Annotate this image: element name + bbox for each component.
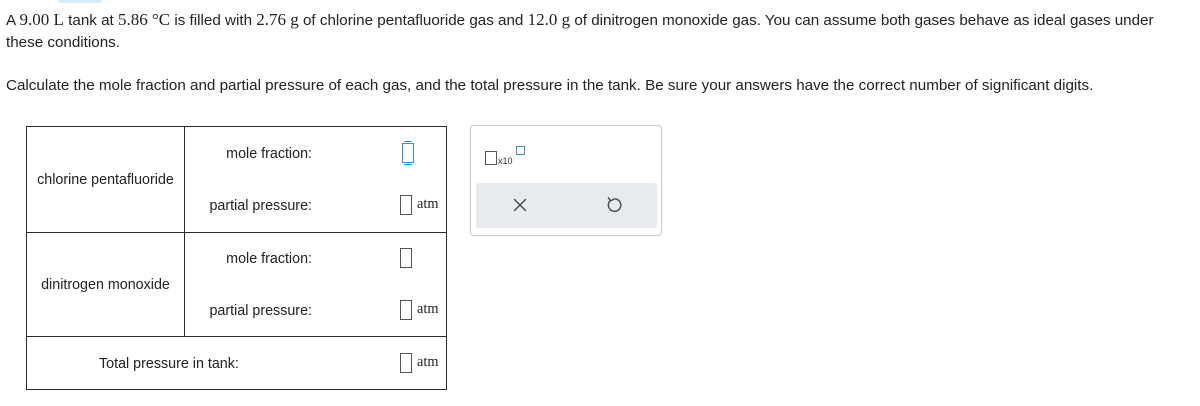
action-bar: [476, 183, 657, 228]
unit-atm: atm: [417, 196, 439, 212]
close-icon[interactable]: [508, 193, 532, 217]
mole-fraction-label: mole fraction:: [226, 146, 312, 162]
problem-text: [6, 9, 1194, 54]
answer-toolbox: [470, 125, 662, 236]
partial-pressure-label: partial pressure:: [209, 198, 312, 214]
scientific-notation-icon[interactable]: [485, 143, 525, 169]
problem-text-part: tank at: [68, 12, 114, 29]
answer-table: [26, 126, 447, 390]
temperature-value: 5.86 °C: [117, 10, 171, 29]
mass-dinitrogen-monoxide: 12.0 g: [527, 10, 571, 29]
partial-pressure-input-dinitrogen-monoxide[interactable]: [400, 300, 412, 320]
mole-fraction-input-chlorine-pentafluoride[interactable]: [402, 143, 414, 163]
problem-text-part: is filled with: [174, 12, 253, 29]
mole-fraction-input-dinitrogen-monoxide[interactable]: [400, 248, 412, 268]
total-pressure-label: Total pressure in tank:: [99, 356, 239, 372]
row-divider: [27, 336, 446, 337]
total-pressure-input[interactable]: [400, 353, 412, 373]
top-accent-bar: [58, 0, 102, 3]
problem-text-part: A: [6, 12, 16, 29]
volume-value: 9.00 L: [19, 10, 64, 29]
gas-name-chlorine-pentafluoride: chlorine pentafluoride: [37, 172, 174, 188]
problem-text-part: of dinitrogen monoxide gas. You can assume both gases behave as ideal gases under these conditions.: [6, 12, 1154, 51]
problem-text-part: of chlorine pentafluoride gas and: [302, 12, 524, 29]
mole-fraction-label: mole fraction:: [226, 251, 312, 267]
unit-atm: atm: [417, 354, 439, 370]
undo-icon[interactable]: [602, 193, 626, 217]
unit-atm: atm: [417, 301, 439, 317]
x10-label: x10: [498, 156, 513, 166]
exponent-box-icon: [516, 146, 525, 155]
row-divider: [27, 232, 446, 233]
partial-pressure-input-chlorine-pentafluoride[interactable]: [400, 195, 412, 215]
partial-pressure-label: partial pressure:: [209, 303, 312, 319]
base-box-icon: [485, 151, 497, 165]
mass-chlorine-pentafluoride: 2.76 g: [256, 10, 299, 29]
problem-statement: [6, 9, 1194, 97]
gas-name-dinitrogen-monoxide: dinitrogen monoxide: [41, 277, 170, 293]
instructions-text: Calculate the mole fraction and partial pressure of each gas, and the total pressure in the tank. Be sure your answers have the correct number of significant digits.: [6, 77, 1094, 94]
